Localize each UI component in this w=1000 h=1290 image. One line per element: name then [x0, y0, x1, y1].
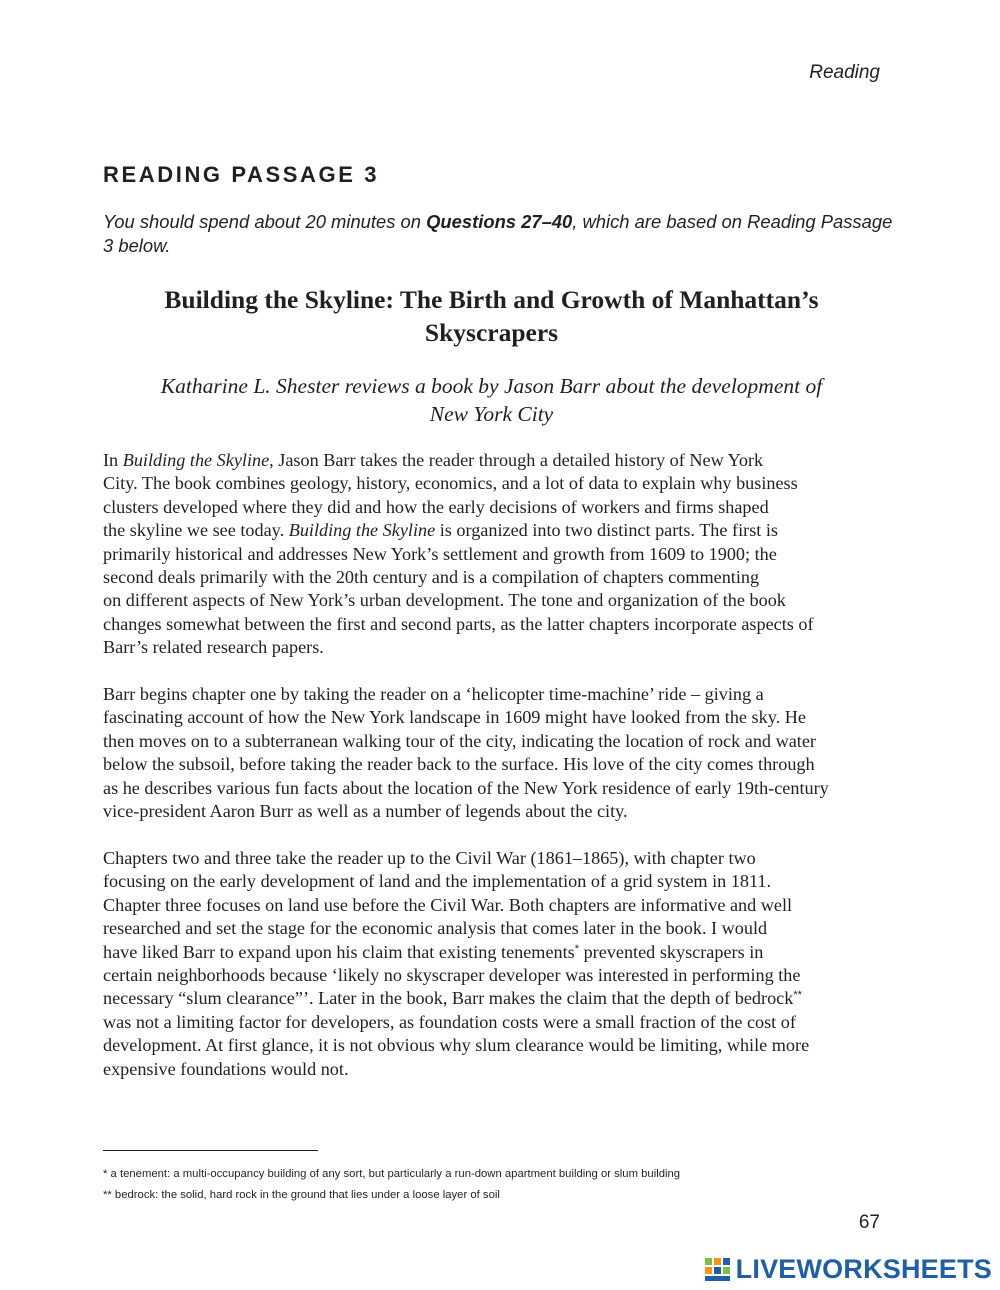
text-line: [103, 519, 893, 542]
text-line: clusters developed where they did and how the early decisions of workers and firms shaped: [103, 496, 769, 517]
text-line: researched and set the stage for the economic analysis that comes later in the book. I would: [103, 918, 768, 939]
text-line: second deals primarily with the 20th century and is a compilation of chapters commenting: [103, 567, 760, 588]
text-line: primarily historical and addresses New York’s settlement and growth from 1609 to 1900; the: [103, 543, 777, 564]
book-title: Building the Skyline: [288, 520, 436, 541]
text-line: Chapter three focuses on land use before the Civil War. Both chapters are informative and well: [103, 894, 793, 915]
text-line: then moves on to a subterranean walking tour of the city, indicating the location of rock and water: [103, 730, 816, 751]
article-subtitle: [103, 372, 880, 428]
instructions: [103, 210, 893, 258]
instructions-text-end: , which are based on Reading Passage 3 below.: [103, 211, 893, 256]
text-span: is organized into two distinct parts. The first is: [435, 520, 778, 541]
paragraph-3: [103, 847, 893, 1081]
text-line: Barr’s related research papers.: [103, 637, 324, 658]
text-line: on different aspects of New York’s urban development. The tone and organization of the book: [103, 590, 786, 611]
text-line: vice-president Aaron Burr as well as a number of legends about the city.: [103, 801, 628, 822]
footnote-divider: [103, 1150, 318, 1151]
footnotes: [103, 1164, 903, 1206]
section-heading: READING PASSAGE 3: [103, 162, 380, 187]
footnote-tenement: * a tenement: a multi-occupancy building of any sort, but particularly a run-down apartment building or slum building: [103, 1168, 681, 1180]
text-line: Barr begins chapter one by taking the reader on a ‘helicopter time-machine’ ride – giving a: [103, 684, 764, 705]
paragraph-2: [103, 683, 893, 823]
text-line: Chapters two and three take the reader up to the Civil War (1861–1865), with chapter two: [103, 847, 756, 868]
subtitle-line: New York City: [429, 402, 554, 426]
page-number: 67: [858, 1212, 880, 1233]
text-line: fascinating account of how the New York landscape in 1609 might have looked from the sky. He: [103, 707, 806, 728]
book-title: Building the Skyline: [122, 450, 270, 470]
text-line: changes somewhat between the first and second parts, as the latter chapters incorporate aspects of: [103, 613, 814, 634]
text-span: In: [103, 450, 123, 470]
text-line: expensive foundations would not.: [103, 1058, 349, 1079]
questions-range: Questions 27–40: [426, 211, 573, 232]
text-line: [103, 941, 893, 964]
title-line: Skyscrapers: [424, 318, 559, 347]
text-line: as he describes various fun facts about the location of the New York residence of early 19th-century: [103, 777, 829, 798]
text-span: , Jason Barr takes the reader through a detailed history of New York: [269, 450, 764, 470]
instructions-text: You should spend about 20 minutes on: [103, 211, 427, 232]
paragraph-1: [103, 449, 893, 660]
liveworksheets-brand[interactable]: [704, 1254, 992, 1284]
text-line: development. At first glance, it is not obvious why slum clearance would be limiting, while more: [103, 1035, 810, 1056]
text-span: have liked Barr to expand upon his claim that existing tenements: [103, 941, 575, 962]
footnote-marker: *: [574, 942, 580, 955]
text-line: below the subsoil, before taking the reader back to the surface. His love of the city comes through: [103, 754, 815, 775]
article-body: [103, 449, 893, 1104]
text-line: [103, 987, 893, 1010]
text-line: focusing on the early development of land and the implementation of a grid system in 1811.: [103, 871, 772, 892]
text-line: [103, 449, 893, 472]
article-title: [103, 283, 880, 349]
text-span: the skyline we see today.: [103, 520, 289, 541]
text-line: certain neighborhoods because ‘likely no skyscraper developer was interested in performing the: [103, 964, 801, 985]
running-header: Reading: [809, 62, 880, 83]
title-line: Building the Skyline: The Birth and Growth of Manhattan’s: [164, 285, 819, 314]
text-span: necessary “slum clearance”’. Later in the book, Barr makes the claim that the depth of bedrock: [103, 988, 794, 1009]
text-line: City. The book combines geology, history, economics, and a lot of data to explain why business: [103, 473, 798, 494]
text-line: was not a limiting factor for developers, as foundation costs were a small fraction of the cost of: [103, 1011, 796, 1032]
text-span: prevented skyscrapers in: [579, 941, 764, 962]
footnote-marker: **: [793, 989, 802, 1002]
footnote-bedrock: ** bedrock: the solid, hard rock in the ground that lies under a loose layer of soil: [103, 1189, 500, 1201]
subtitle-line: Katharine L. Shester reviews a book by Jason Barr about the development of: [160, 374, 823, 398]
liveworksheets-logo-icon: [704, 1256, 732, 1282]
brand-name: LIVEWORKSHEETS: [735, 1253, 992, 1284]
